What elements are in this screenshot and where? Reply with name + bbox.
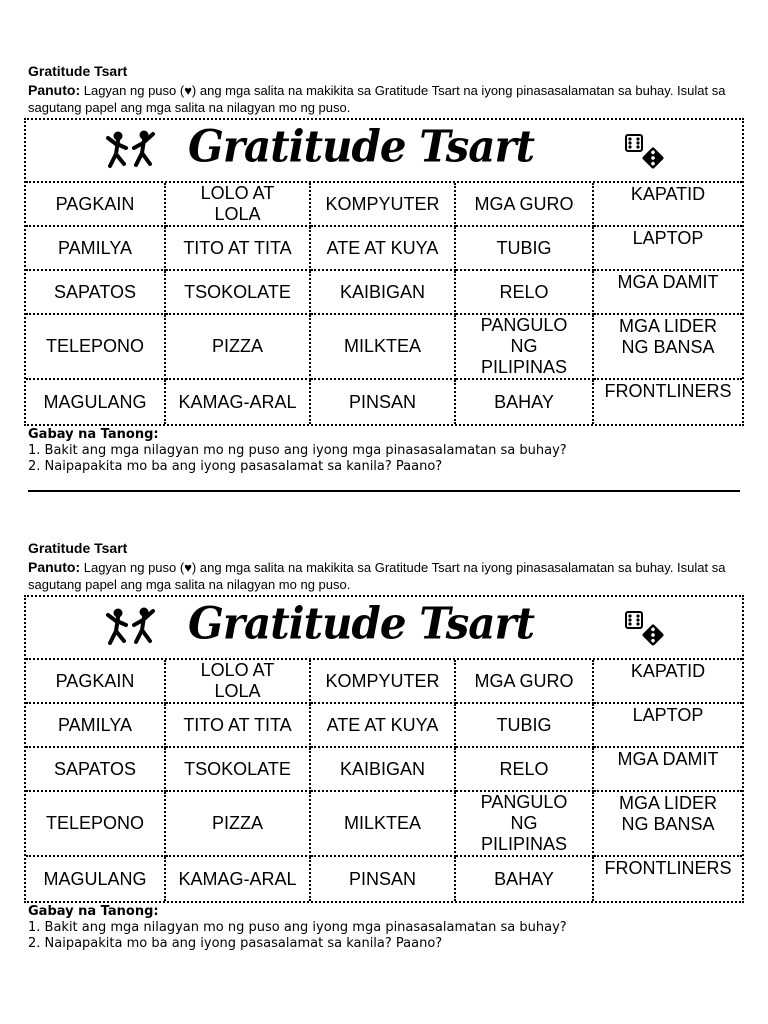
grid-cell[interactable]: PAGKAIN bbox=[26, 660, 166, 704]
grid-cell[interactable]: TSOKOLATE bbox=[166, 271, 311, 315]
grid-cell[interactable]: KAMAG-ARAL bbox=[166, 380, 311, 424]
banner-title: Gratitude Tsart bbox=[188, 597, 534, 650]
chart-grid bbox=[26, 183, 742, 424]
guide-question: 2. Naipapakita mo ba ang iyong pasasalamat sa kanila? Paano? bbox=[28, 459, 443, 474]
grid-cell[interactable]: BAHAY bbox=[456, 380, 594, 424]
grid-cell[interactable]: BAHAY bbox=[456, 857, 594, 901]
grid-cell[interactable]: LAPTOP bbox=[594, 227, 742, 271]
grid-cell[interactable]: MGA LIDER NG BANSA bbox=[594, 315, 742, 380]
grid-cell[interactable]: RELO bbox=[456, 271, 594, 315]
dice-icon bbox=[624, 134, 664, 170]
grid-cell[interactable]: KOMPYUTER bbox=[311, 183, 456, 227]
instructions bbox=[28, 82, 728, 116]
grid-cell[interactable]: TUBIG bbox=[456, 704, 594, 748]
guide-heading: Gabay na Tanong: bbox=[28, 904, 159, 919]
grid-cell[interactable]: PANGULO NG PILIPINAS bbox=[456, 792, 594, 857]
guide-heading: Gabay na Tanong: bbox=[28, 427, 159, 442]
chart-banner bbox=[26, 597, 742, 660]
grid-cell[interactable]: KOMPYUTER bbox=[311, 660, 456, 704]
grid-cell[interactable]: TSOKOLATE bbox=[166, 748, 311, 792]
grid-cell[interactable]: PINSAN bbox=[311, 380, 456, 424]
grid-cell[interactable]: MGA GURO bbox=[456, 183, 594, 227]
grid-cell[interactable]: MILKTEA bbox=[311, 315, 456, 380]
people-celebrating-icon bbox=[106, 130, 158, 170]
grid-cell[interactable]: KAMAG-ARAL bbox=[166, 857, 311, 901]
grid-cell[interactable]: MGA DAMIT bbox=[594, 748, 742, 792]
grid-cell[interactable]: TELEPONO bbox=[26, 315, 166, 380]
gratitude-chart bbox=[24, 118, 744, 426]
grid-cell[interactable]: MGA GURO bbox=[456, 660, 594, 704]
grid-cell[interactable]: TITO AT TITA bbox=[166, 227, 311, 271]
guide-question: 2. Naipapakita mo ba ang iyong pasasalamat sa kanila? Paano? bbox=[28, 936, 443, 951]
grid-cell[interactable]: KAPATID bbox=[594, 660, 742, 704]
grid-cell[interactable]: ATE AT KUYA bbox=[311, 704, 456, 748]
grid-cell[interactable]: KAIBIGAN bbox=[311, 748, 456, 792]
grid-cell[interactable]: FRONTLINERS bbox=[604, 858, 732, 878]
worksheet-title: Gratitude Tsart bbox=[28, 540, 128, 556]
instructions-text: Lagyan ng puso (♥) ang mga salita na makikita sa Gratitude Tsart na iyong pinasasalamatan sa buhay. Isulat sa sagutang papel ang mga salita na nilagyan mo ng puso. bbox=[28, 83, 726, 115]
grid-cell[interactable]: PANGULO NG PILIPINAS bbox=[456, 315, 594, 380]
grid-cell[interactable]: KAPATID bbox=[594, 183, 742, 227]
grid-cell[interactable]: PIZZA bbox=[166, 792, 311, 857]
grid-cell[interactable]: RELO bbox=[456, 748, 594, 792]
instructions-label: Panuto: bbox=[28, 559, 81, 575]
grid-cell[interactable]: ATE AT KUYA bbox=[311, 227, 456, 271]
grid-cell[interactable]: LOLO AT LOLA bbox=[166, 660, 311, 704]
grid-cell[interactable]: SAPATOS bbox=[26, 271, 166, 315]
grid-cell[interactable]: MAGULANG bbox=[26, 857, 166, 901]
instructions-label: Panuto: bbox=[28, 82, 81, 98]
guide-question: 1. Bakit ang mga nilagyan mo ng puso ang iyong mga pinasasalamatan sa buhay? bbox=[28, 443, 567, 458]
divider-line bbox=[28, 490, 740, 492]
guide-questions bbox=[28, 904, 567, 952]
gratitude-chart bbox=[24, 595, 744, 903]
grid-cell[interactable]: PAMILYA bbox=[26, 227, 166, 271]
instructions-text: Lagyan ng puso (♥) ang mga salita na makikita sa Gratitude Tsart na iyong pinasasalamatan sa buhay. Isulat sa sagutang papel ang mga salita na nilagyan mo ng puso. bbox=[28, 560, 726, 592]
grid-cell[interactable]: TELEPONO bbox=[26, 792, 166, 857]
chart-grid bbox=[26, 660, 742, 901]
instructions bbox=[28, 559, 728, 593]
grid-cell[interactable]: SAPATOS bbox=[26, 748, 166, 792]
grid-cell[interactable]: MGA DAMIT bbox=[594, 271, 742, 315]
worksheet-title: Gratitude Tsart bbox=[28, 63, 128, 79]
grid-cell[interactable]: KAIBIGAN bbox=[311, 271, 456, 315]
guide-questions bbox=[28, 427, 567, 475]
grid-cell[interactable]: PAMILYA bbox=[26, 704, 166, 748]
banner-title: Gratitude Tsart bbox=[188, 120, 534, 173]
grid-cell[interactable]: TUBIG bbox=[456, 227, 594, 271]
grid-cell[interactable]: PIZZA bbox=[166, 315, 311, 380]
grid-cell[interactable]: TITO AT TITA bbox=[166, 704, 311, 748]
people-celebrating-icon bbox=[106, 607, 158, 647]
grid-cell[interactable]: MGA LIDER NG BANSA bbox=[594, 792, 742, 857]
guide-question: 1. Bakit ang mga nilagyan mo ng puso ang iyong mga pinasasalamatan sa buhay? bbox=[28, 920, 567, 935]
dice-icon bbox=[624, 611, 664, 647]
grid-cell[interactable]: MAGULANG bbox=[26, 380, 166, 424]
chart-banner bbox=[26, 120, 742, 183]
grid-cell[interactable]: PINSAN bbox=[311, 857, 456, 901]
grid-cell[interactable]: LAPTOP bbox=[594, 704, 742, 748]
grid-cell[interactable]: MILKTEA bbox=[311, 792, 456, 857]
grid-cell[interactable]: LOLO AT LOLA bbox=[166, 183, 311, 227]
grid-cell[interactable]: PAGKAIN bbox=[26, 183, 166, 227]
grid-cell[interactable]: FRONTLINERS bbox=[604, 381, 732, 401]
